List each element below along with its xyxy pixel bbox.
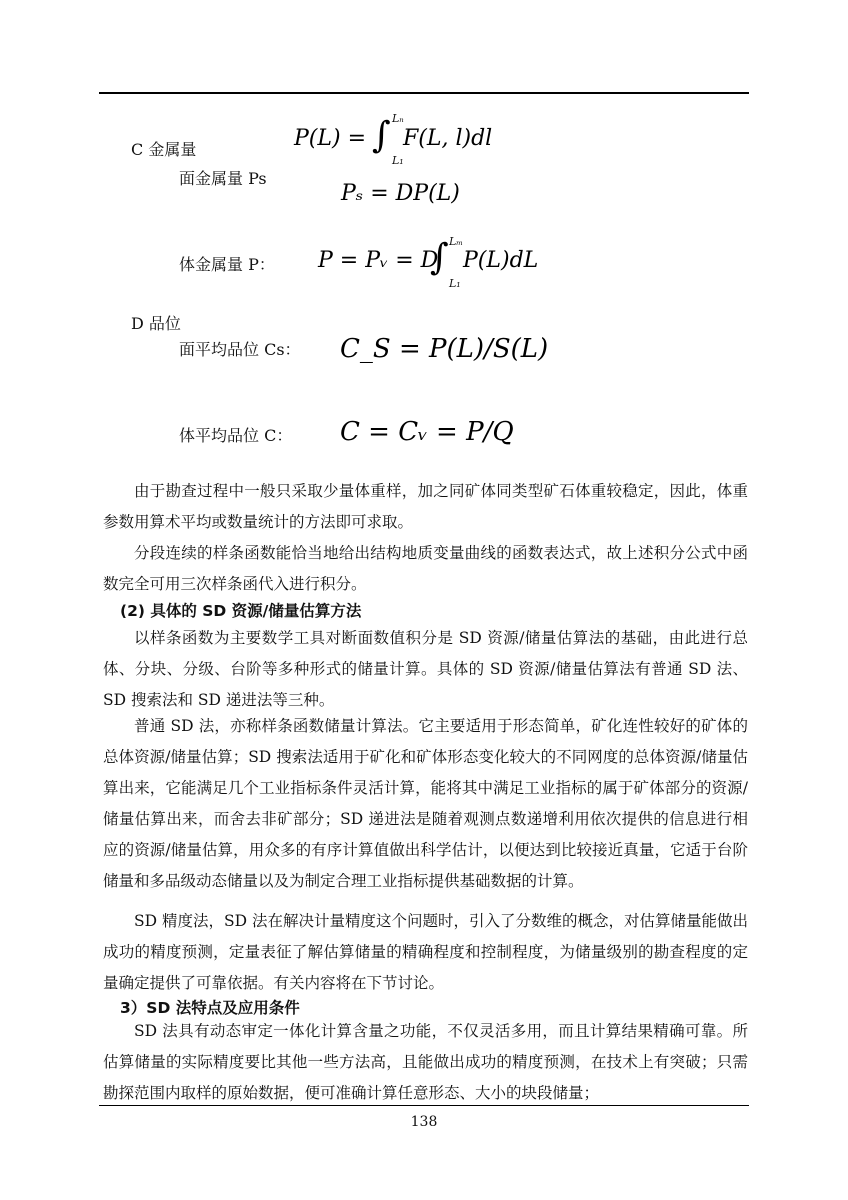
footer-rule	[99, 1105, 749, 1106]
section-c-title: C 金属量	[131, 140, 197, 159]
formula-surface-metal: Pₛ = DP(L)	[341, 181, 460, 206]
integral-sign: ∫	[430, 237, 449, 278]
label-c: 体平均品位 C：	[179, 426, 293, 445]
label-ps: 面金属量 Ps	[179, 169, 267, 188]
paragraph-1: 由于勘查过程中一般只采取少量体重样，加之同矿体同类型矿石体重较稳定，因此，体重参数用算术平均或数量统计的方法即可求取。	[103, 482, 748, 531]
paragraph-2: 分段连续的样条函数能恰当地给出结构地质变量曲线的函数表达式，故上述积分公式中函数完全可用三次样条函代入进行积分。	[103, 544, 748, 593]
label-cs: 面平均品位 Cs：	[179, 340, 301, 359]
integral-upper-limit: Lₘ	[449, 235, 464, 248]
paragraph-4: 普通 SD 法，亦称样条函数储量计算法。它主要适用于形态简单，矿化连性较好的矿体的总体资源/储量估算；SD 搜索法适用于矿化和矿体形态变化较大的不同网度的总体资源/储量估算出来，它能满足几个工业指标条件灵活计算，能将其中满足工业指标的属于矿体部分的资源/储量估算出来，而舍去非矿部分；SD 递进法是随着观测点数递增利用依次提供的信息进行相应的资源/储量估算，用众多的有序计算值做出科学估计，以便达到比较接近真量，它适于台阶储量和多品级动态储量以及为制定合理工业指标提供基础数据的计算。	[103, 717, 748, 890]
integral-lower-limit: L₁	[392, 154, 404, 167]
formula-1-left: P(L) =	[294, 126, 367, 151]
formula-volume-grade: C = Cᵥ = P/Q	[340, 417, 514, 447]
formula-surface-grade: C_S = P(L)/S(L)	[340, 334, 549, 364]
header-rule	[99, 92, 749, 94]
section-d-title: D 品位	[131, 314, 181, 333]
paragraph-6: SD 法具有动态审定一体化计算含量之功能，不仅灵活多用，而且计算结果精确可靠。所估算储量的实际精度要比其他一些方法高，且能做出成功的精度预测，在技术上有突破；只需勘探范围内取样的原始数据，便可准确计算任意形态、大小的块段储量；	[103, 1022, 748, 1102]
label-p: 体金属量 P：	[179, 255, 275, 274]
integral-upper-limit: Lₙ	[392, 112, 404, 125]
integral-lower-limit: L₁	[449, 277, 461, 290]
paragraph-5: SD 精度法，SD 法在解决计量精度这个问题时，引入了分数维的概念，对估算储量能做出成功的精度预测，定量表征了解估算储量的精确程度和控制程度，为储量级别的勘查程度的定量确定提供了可靠依据。有关内容将在下节讨论。	[103, 912, 748, 992]
formula-3-right: P(L)dL	[463, 248, 539, 273]
formula-3-left: P = Pᵥ = D	[318, 248, 439, 273]
page-number: 138	[410, 1114, 438, 1130]
section-heading-3: 3）SD 法特点及应用条件	[120, 999, 300, 1017]
section-heading-2: (2) 具体的 SD 资源/储量估算方法	[120, 602, 362, 620]
paragraph-3: 以样条函数为主要数学工具对断面数值积分是 SD 资源/储量估算法的基础，由此进行总体、分块、分级、台阶等多种形式的储量计算。具体的 SD 资源/储量估算法有普通 SD 法、SD 搜索法和 SD 递进法等三种。	[103, 629, 748, 709]
integral-sign: ∫	[372, 115, 391, 156]
formula-1-right: F(L, l)dl	[403, 126, 493, 151]
